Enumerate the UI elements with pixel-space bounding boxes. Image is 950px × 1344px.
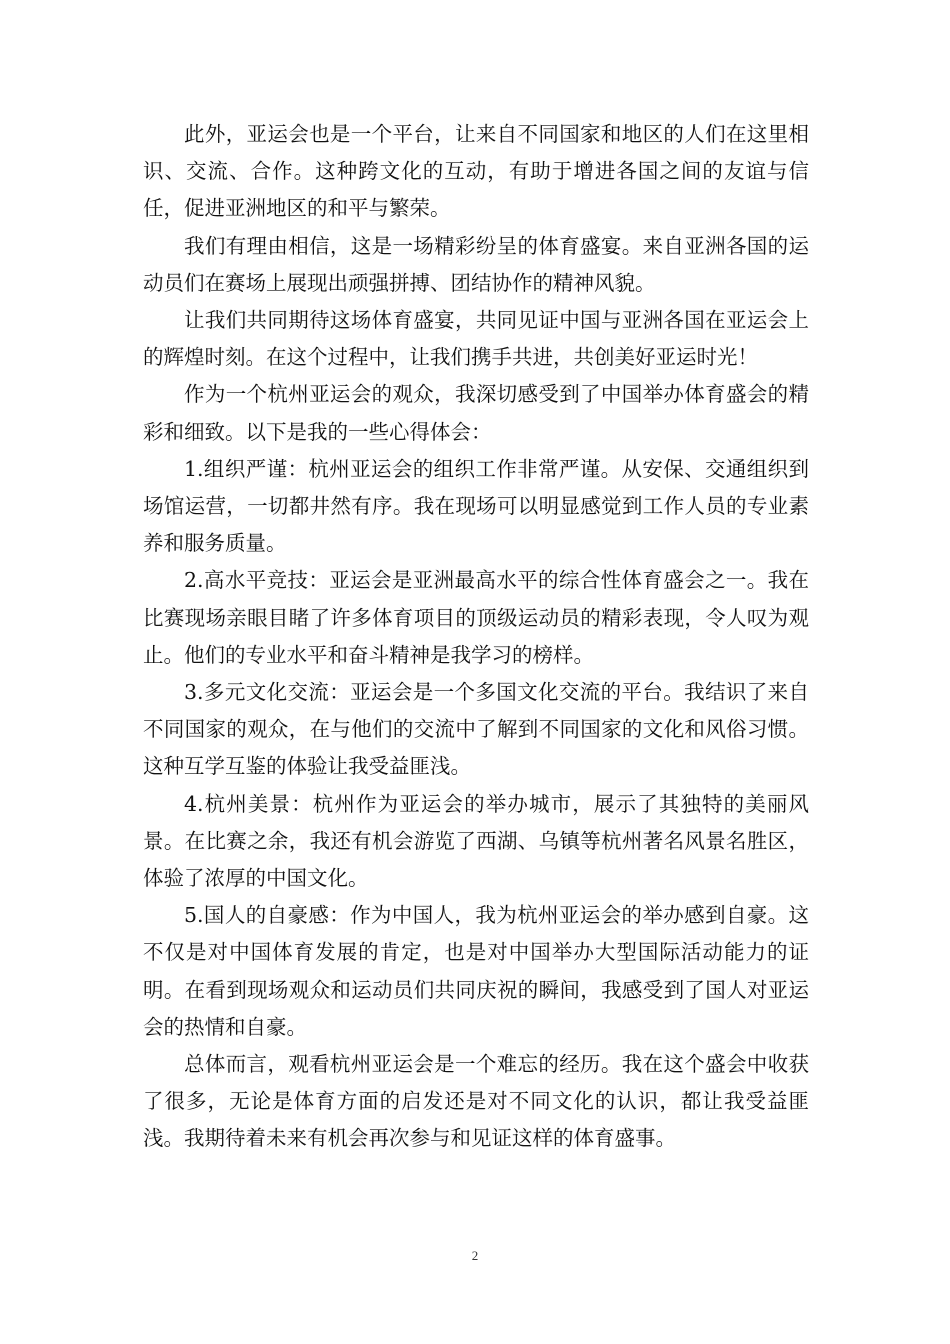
paragraph: 2.高水平竞技：亚运会是亚洲最高水平的综合性体育盛会之一。我在比赛现场亲眼目睹了许多体育项目的顶级运动员的精彩表现，令人叹为观止。他们的专业水平和奋斗精神是我学习的榜样。 bbox=[143, 568, 809, 667]
paragraph: 5.国人的自豪感：作为中国人，我为杭州亚运会的举办感到自豪。这不仅是对中国体育发展的肯定，也是对中国举办大型国际活动能力的证明。在看到现场观众和运动员们共同庆祝的瞬间，我感受到了国人对亚运会的热情和自豪。 bbox=[143, 903, 809, 1039]
paragraph: 4.杭州美景：杭州作为亚运会的举办城市，展示了其独特的美丽风景。在比赛之余，我还有机会游览了西湖、乌镇等杭州著名风景名胜区，体验了浓厚的中国文化。 bbox=[143, 791, 809, 891]
paragraph: 1.组织严谨：杭州亚运会的组织工作非常严谨。从安保、交通组织到场馆运营，一切都井然有序。我在现场可以明显感觉到工作人员的专业素养和服务质量。 bbox=[143, 456, 809, 556]
paragraph: 3.多元文化交流：亚运会是一个多国文化交流的平台。我结识了来自不同国家的观众，在与他们的交流中了解到不同国家的文化和风俗习惯。这种互学互鉴的体验让我受益匪浅。 bbox=[143, 680, 809, 779]
paragraph: 让我们共同期待这场体育盛宴，共同见证中国与亚洲各国在亚运会上的辉煌时刻。在这个过程中，让我们携手共进，共创美好亚运时光！ bbox=[143, 308, 809, 370]
paragraph: 总体而言，观看杭州亚运会是一个难忘的经历。我在这个盛会中收获了很多，无论是体育方面的启发还是对不同文化的认识，都让我受益匪浅。我期待着未来有机会再次参与和见证这样的体育盛事。 bbox=[143, 1052, 809, 1151]
page-number: 2 bbox=[471, 1248, 479, 1263]
paragraph: 作为一个杭州亚运会的观众，我深切感受到了中国举办体育盛会的精彩和细致。以下是我的一些心得体会： bbox=[143, 382, 809, 444]
paragraph: 此外，亚运会也是一个平台，让来自不同国家和地区的人们在这里相识、交流、合作。这种跨文化的互动，有助于增进各国之间的友谊与信任，促进亚洲地区的和平与繁荣。 bbox=[143, 122, 809, 221]
paragraph: 我们有理由相信，这是一场精彩纷呈的体育盛宴。来自亚洲各国的运动员们在赛场上展现出顽强拼搏、团结协作的精神风貌。 bbox=[143, 233, 809, 295]
document-body bbox=[143, 116, 809, 1158]
